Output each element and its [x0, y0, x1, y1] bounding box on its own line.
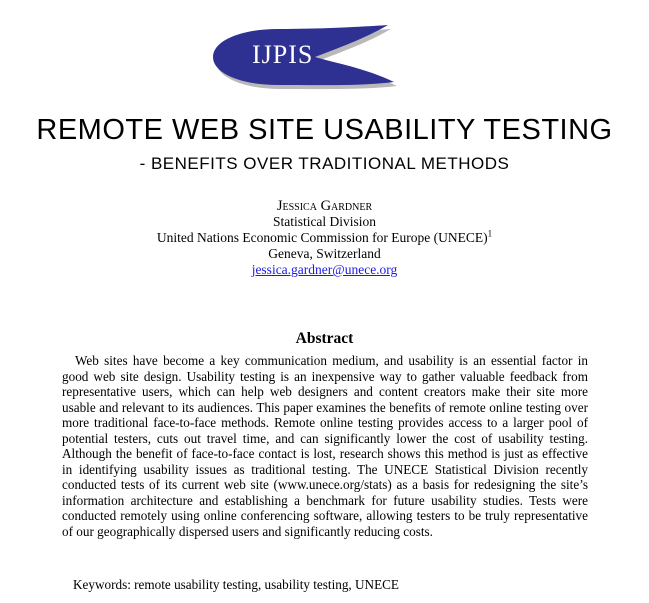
author-affiliation: United Nations Economic Commission for Europe (UNECE) [156, 230, 488, 245]
logo-wordmark: IJPIS [252, 40, 314, 69]
author-division: Statistical Division [272, 214, 377, 229]
author-name: Jessica Gardner [276, 198, 373, 214]
logo-swoosh-icon [210, 16, 410, 98]
author-email-link[interactable]: jessica.gardner@unece.org [251, 262, 398, 277]
keywords-line: Keywords: remote usability testing, usability testing, UNECE [73, 577, 399, 592]
author-block [0, 198, 649, 278]
abstract-heading: Abstract [295, 330, 354, 347]
paper-title: REMOTE WEB SITE USABILITY TESTING [36, 114, 613, 146]
author-affiliation-line [0, 230, 649, 246]
affiliation-footnote-marker: 1 [487, 228, 493, 239]
paper-subtitle: - BENEFITS OVER TRADITIONAL METHODS [139, 154, 510, 173]
author-email-line [0, 262, 649, 278]
journal-logo [210, 16, 410, 98]
abstract-text: Web sites have become a key communication medium, and usability is an essential factor in good web site design. Usability testing is an inexpensive way to gather valuable feedback from representative users, which can help web designers and content creators make their site more usable and relevant to its audiences. This paper examines the benefits of remote online testing over more traditional face-to-face methods. Remote online testing provides access to a larger pool of potential testers, cuts out travel time, and can significantly lower the cost of usability testing. Although the benefit of face-to-face contact is lost, research shows this method is just as effective in identifying usability issues as traditional testing. The UNECE Statistical Division recently conducted tests of its current web site (www.unece.org/stats) as a basis for redesigning the site’s information architecture and establishing a benchmark for future usability studies. Tests were conducted remotely using online conferencing software, allowing testers to be truly representative of our geographically dispersed users and significantly reducing costs. [62, 353, 588, 540]
author-location: Geneva, Switzerland [268, 246, 381, 261]
